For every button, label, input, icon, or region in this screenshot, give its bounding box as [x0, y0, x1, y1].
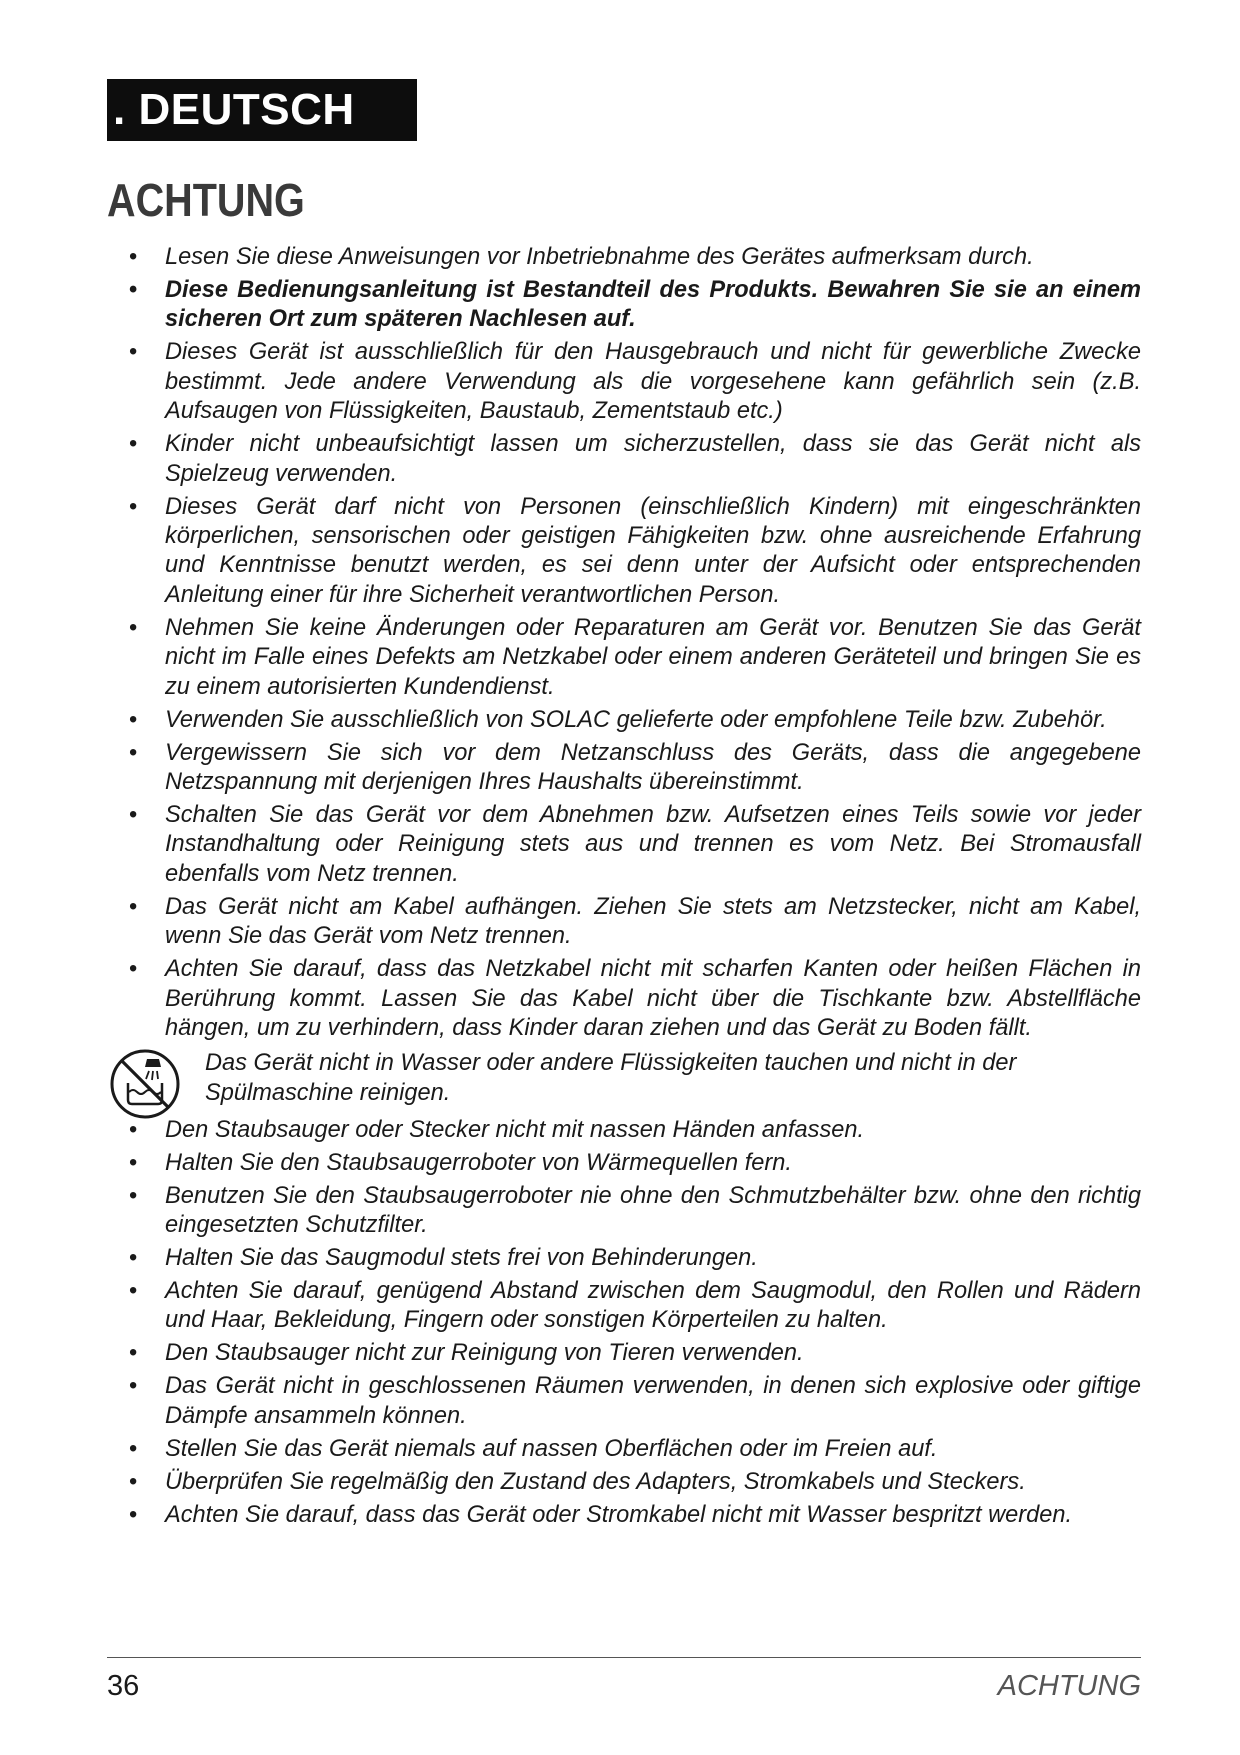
warning-item: • Stellen Sie das Gerät niemals auf nassen Oberflächen oder im Freien auf. [107, 1435, 1141, 1464]
bullet: • [129, 1501, 138, 1528]
warning-item: • Überprüfen Sie regelmäßig den Zustand des Adapters, Stromkabels und Steckers. [107, 1468, 1141, 1497]
page-title: ACHTUNG [107, 174, 305, 226]
warning-item: • Benutzen Sie den Staubsaugerroboter nie ohne den Schmutzbehälter bzw. ohne den richtig eingesetzten Schutzfilter. [129, 1182, 1141, 1238]
warning-item: • Halten Sie das Saugmodul stets frei von Behinderungen. [107, 1244, 1141, 1273]
warning-item: • Das Gerät nicht am Kabel aufhängen. Ziehen Sie stets am Netzstecker, nicht am Kabel, wenn Sie das Gerät vom Netz trennen. [129, 893, 1141, 950]
bullet: • [129, 1373, 138, 1400]
bullet: • [129, 1116, 138, 1143]
language-tab: . DEUTSCH [107, 79, 417, 141]
bullet: • [129, 277, 138, 303]
warning-item: • Dieses Gerät darf nicht von Personen (einschließlich Kindern) mit eingeschränkten körperlichen, sensorischen oder geistigen Fähigkeiten bzw. ohne ausreichende Erfahrung und Kenntnisse benutzt werden, es sei denn unter der Aufsicht oder entsprechenden Anleitung einer für ihre Sicherheit verantwortlichen Person. [129, 493, 1141, 608]
warning-item: • Vergewissern Sie sich vor dem Netzanschluss des Geräts, dass die angegebene Netzspannung mit derjenigen Ihres Haushalts übereinstimmt. [129, 739, 1141, 796]
bullet: • [129, 1277, 138, 1304]
bullet: • [129, 802, 138, 829]
warning-item: • Achten Sie darauf, dass das Gerät oder Stromkabel nicht mit Wasser bespritzt werden. [107, 1501, 1141, 1530]
bullet: • [129, 493, 138, 520]
warning-item: • Den Staubsauger nicht zur Reinigung von Tieren verwenden. [107, 1339, 1141, 1368]
warning-item: • Schalten Sie das Gerät vor dem Abnehmen bzw. Aufsetzen eines Teils sowie vor jeder Instandhaltung oder Reinigung stets aus und trennen es vom Netz. Bei Stromausfall ebenfalls vom Netz trennen. [129, 802, 1141, 887]
bullet: • [129, 1149, 138, 1176]
bullet: • [129, 1435, 138, 1462]
warning-item: • Kinder nicht unbeaufsichtigt lassen um sicherzustellen, dass sie das Gerät nicht als Spielzeug verwenden. [129, 431, 1141, 487]
warning-item: • Verwenden Sie ausschließlich von SOLAC gelieferte oder empfohlene Teile bzw. Zubehör. [107, 706, 1141, 735]
bullet: • [129, 614, 138, 641]
bullet: • [129, 706, 138, 733]
bullet: • [129, 1468, 138, 1495]
footer-divider [107, 1657, 1141, 1658]
bullet: • [129, 739, 138, 766]
warning-item: • Achten Sie darauf, dass das Netzkabel nicht mit scharfen Kanten oder heißen Flächen in Berührung kommt. Lassen Sie das Kabel nicht über die Tischkante bzw. Abstellfläche hängen, um zu verhindern, dass Kinder daran ziehen und das Gerät zu Boden fällt. [129, 956, 1141, 1042]
warning-item: • Dieses Gerät ist ausschließlich für den Hausgebrauch und nicht für gewerbliche Zwecke bestimmt. Jede andere Verwendung als die vorgesehene kann gefährlich sein (z.B. Aufsaugen von Flüssigkeiten, Baustaub, Zementstaub etc.) [129, 339, 1141, 425]
bullet: • [129, 244, 138, 270]
bullet: • [129, 431, 138, 458]
bullet: • [129, 893, 138, 920]
no-immersion-icon [109, 1047, 181, 1121]
bullet: • [129, 339, 138, 366]
warning-item: • Achten Sie darauf, genügend Abstand zwischen dem Saugmodul, den Rollen und Rädern und Haar, Bekleidung, Fingern oder sonstigen Körperteilen zu halten. [129, 1277, 1141, 1334]
bullet: • [129, 1244, 138, 1271]
warning-item: • Nehmen Sie keine Änderungen oder Reparaturen am Gerät vor. Benutzen Sie das Gerät nicht im Falle eines Defekts am Netzkabel oder einem anderen Geräteteil und bringen Sie es zu einem autorisierten Kundendienst. [129, 614, 1141, 700]
warning-item: • Das Gerät nicht in geschlossenen Räumen verwenden, in denen sich explosive oder giftige Dämpfe ansammeln können. [129, 1373, 1141, 1429]
footer-section-title: ACHTUNG [997, 1670, 1141, 1702]
warning-item: • Diese Bedienungsanleitung ist Bestandteil des Produkts. Bewahren Sie sie an einem sicheren Ort zum späteren Nachlesen auf. [129, 277, 1141, 333]
page-number: 36 [107, 1670, 140, 1702]
warning-item-with-icon: Das Gerät nicht in Wasser oder andere Flüssigkeiten tauchen und nicht in der Spülmaschine reinigen. [107, 1047, 1141, 1112]
bullet: • [129, 1182, 138, 1209]
warning-item: • Lesen Sie diese Anweisungen vor Inbetriebnahme des Gerätes aufmerksam durch. [107, 243, 1141, 272]
bullet: • [129, 1340, 138, 1367]
warning-item: • Halten Sie den Staubsaugerroboter von Wärmequellen fern. [107, 1149, 1141, 1178]
warning-item: • Den Staubsauger oder Stecker nicht mit nassen Händen anfassen. [107, 1116, 1141, 1145]
warning-list [107, 243, 1141, 1530]
bullet: • [129, 956, 138, 983]
